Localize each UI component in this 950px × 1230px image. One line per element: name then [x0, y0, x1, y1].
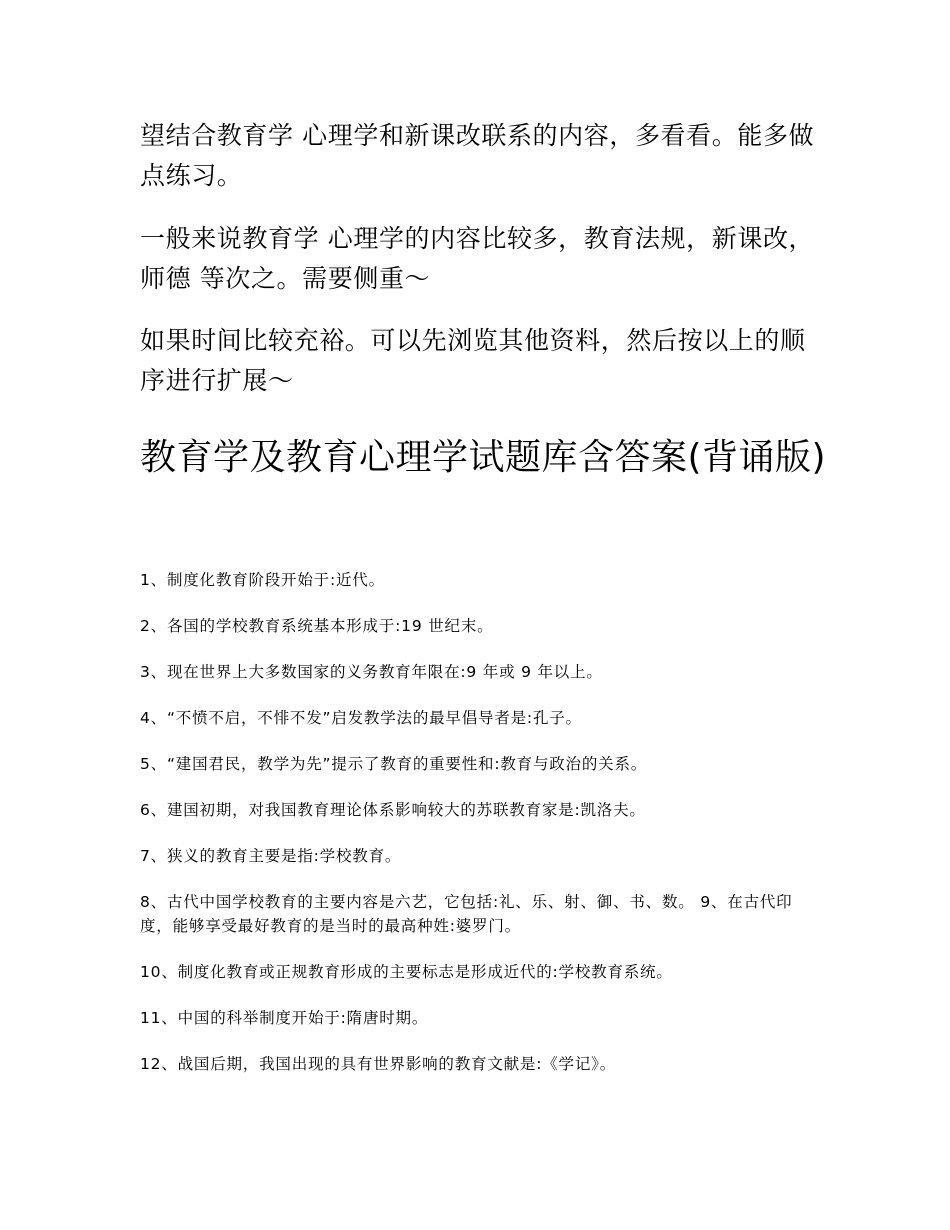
question-answer-list	[140, 568, 820, 1098]
qa-item-10: 10、制度化教育或正规教育形成的主要标志是形成近代的:学校教育系统。	[140, 963, 673, 981]
intro-paragraph-1: 望结合教育学 心理学和新课改联系的内容，多看看。能多做点练习。	[140, 121, 815, 190]
document-title: 教育学及教育心理学试题库含答案(背诵版)	[140, 437, 827, 478]
qa-item-8-9: 8、古代中国学校教育的主要内容是六艺，它包括:礼、乐、射、御、书、数。 9、在古代印度，能够享受最好教育的是当时的最高种姓:婆罗门。	[140, 893, 793, 935]
qa-item-3: 3、现在世界上大多数国家的义务教育年限在:9 年或 9 年以上。	[140, 663, 603, 681]
intro-paragraph-3: 如果时间比较充裕。可以先浏览其他资料，然后按以上的顺序进行扩展～	[140, 326, 806, 395]
qa-item-5: 5、“建国君民，教学为先”提示了教育的重要性和:教育与政治的关系。	[140, 755, 648, 773]
intro-paragraph-2: 一般来说教育学 心理学的内容比较多，教育法规，新课改，师德 等次之。需要侧重～	[140, 224, 815, 293]
qa-item-1: 1、制度化教育阶段开始于:近代。	[140, 571, 385, 589]
qa-item-4: 4、“不愤不启，不悱不发”启发教学法的最早倡导者是:孔子。	[140, 709, 582, 727]
qa-item-2: 2、各国的学校教育系统基本形成于:19 世纪末。	[140, 617, 494, 635]
qa-item-12: 12、战国后期，我国出现的具有世界影响的教育文献是:《学记》。	[140, 1055, 616, 1073]
qa-item-11: 11、中国的科举制度开始于:隋唐时期。	[140, 1009, 429, 1027]
qa-item-6: 6、建国初期，对我国教育理论体系影响较大的苏联教育家是:凯洛夫。	[140, 801, 646, 819]
qa-item-7: 7、狭义的教育主要是指:学校教育。	[140, 847, 402, 865]
